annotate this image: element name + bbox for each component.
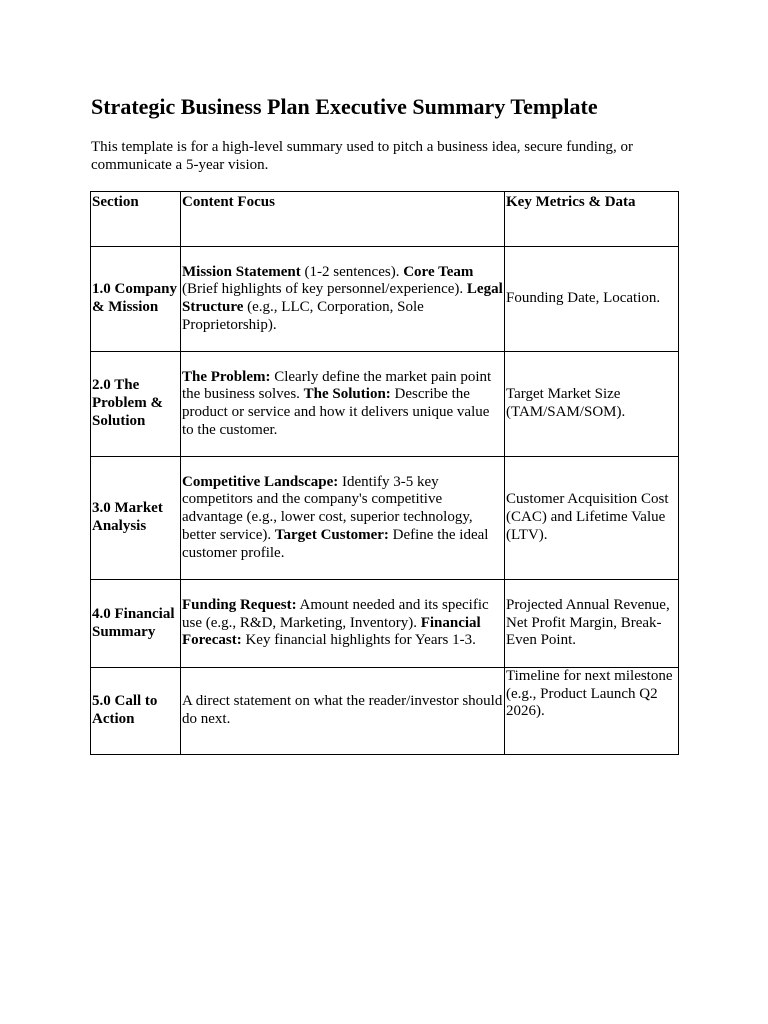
content-bold-label: The Solution:	[303, 386, 391, 403]
row-section-label: 4.0 Financial Summary	[91, 580, 181, 668]
row-key-metrics: Projected Annual Revenue, Net Profit Margin, Break-Even Point.	[505, 580, 679, 668]
table-row	[91, 352, 679, 457]
table-row	[91, 580, 679, 668]
row-key-metrics: Timeline for next milestone (e.g., Product Launch Q2 2026).	[505, 668, 679, 755]
row-key-metrics: Founding Date, Location.	[505, 247, 679, 352]
document-title: Strategic Business Plan Executive Summary Template	[91, 94, 598, 119]
content-bold-label: Target Customer:	[274, 526, 389, 543]
row-key-metrics: Target Market Size (TAM/SAM/SOM).	[505, 352, 679, 457]
content-text: Amount needed and its specific use (e.g., R&D, Marketing, Inventory).	[182, 596, 489, 631]
header-content-focus: Content Focus	[181, 192, 505, 247]
content-bold-label: Competitive Landscape:	[182, 473, 339, 490]
table-row	[91, 668, 679, 755]
table-row	[91, 457, 679, 580]
row-content-focus	[181, 247, 505, 352]
content-text: Key financial highlights for Years 1-3.	[241, 632, 476, 649]
row-content-focus	[181, 457, 505, 580]
header-key-metrics: Key Metrics & Data	[505, 192, 679, 247]
content-text: (Brief highlights of key personnel/experience).	[182, 281, 467, 298]
content-bold-label: Funding Request:	[182, 596, 297, 613]
content-bold-label: Core Team	[403, 263, 474, 280]
content-bold-label: Mission Statement	[182, 263, 301, 280]
content-bold-label: Legal Structure	[182, 281, 503, 315]
table-row	[91, 247, 679, 352]
row-section-label: 3.0 Market Analysis	[91, 457, 181, 580]
summary-table	[90, 191, 679, 755]
header-section: Section	[91, 192, 181, 247]
content-bold-label: Financial Forecast:	[182, 614, 481, 649]
content-text: Clearly define the market pain point the business solves.	[182, 368, 492, 403]
row-key-metrics: Customer Acquisition Cost (CAC) and Lifetime Value (LTV).	[505, 457, 679, 580]
row-content-focus	[181, 580, 505, 668]
content-text: Describe the product or service and how it delivers unique value to the customer.	[182, 386, 490, 438]
row-content-focus	[181, 352, 505, 457]
content-text: (e.g., LLC, Corporation, Sole Proprietorship).	[182, 299, 424, 333]
row-section-label: 1.0 Company & Mission	[91, 247, 181, 352]
row-section-label: 5.0 Call to Action	[91, 668, 181, 755]
table-header-row	[91, 192, 679, 247]
row-section-label: 2.0 The Problem & Solution	[91, 352, 181, 457]
content-text: Identify 3-5 key competitors and the company's competitive advantage (e.g., lower cost, superior technology, better service).	[182, 473, 473, 543]
content-text: A direct statement on what the reader/investor should do next.	[182, 693, 503, 727]
row-content-focus	[181, 668, 505, 755]
content-text: (1-2 sentences).	[300, 263, 404, 280]
content-bold-label: The Problem:	[182, 368, 271, 385]
content-text: Define the ideal customer profile.	[182, 526, 489, 561]
intro-paragraph: This template is for a high-level summary used to pitch a business idea, secure funding, or communicate a 5-year vision.	[91, 139, 633, 173]
